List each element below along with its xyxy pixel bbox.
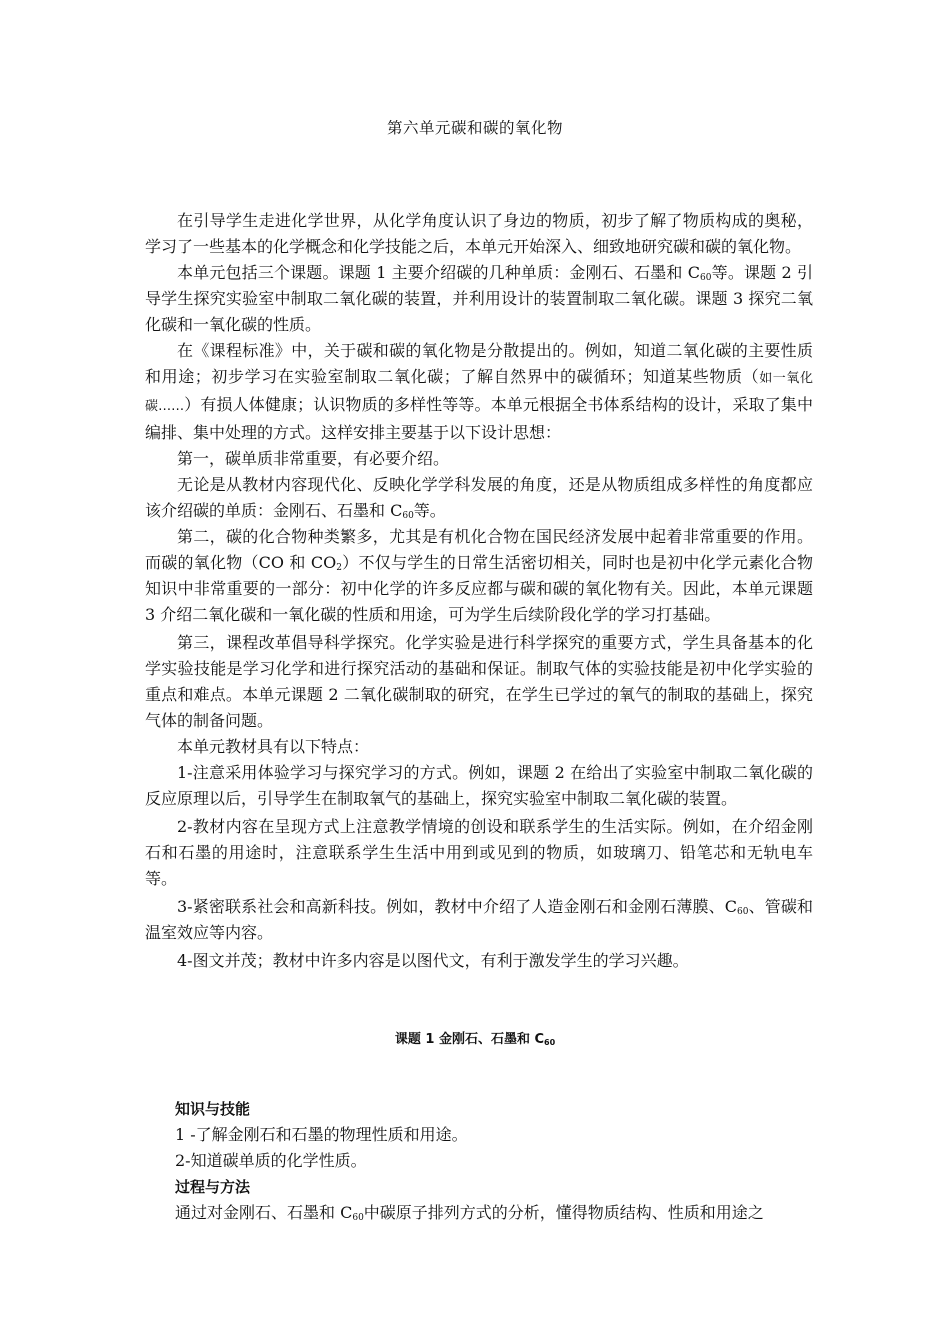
lesson-objectives (175, 1096, 815, 1226)
text: 2-教材内容在呈现方式上注意教学情境的创设和联系学生的生活实际。例如，在介绍金刚石和石墨的用途时，注意联系学生生活中用到或见到的物质，如玻璃刀、铅笔芯和无轨电车等。 (145, 817, 813, 888)
text: 1-注意采用体验学习与探究学习的方式。例如，课题 2 在给出了实验室中制取二氧化碳的反应原理以后，引导学生在制取氧气的基础上，探究实验室中制取二氧化碳的装置。 (145, 763, 813, 808)
objective-item: 2-知道碳单质的化学性质。 (175, 1151, 367, 1170)
paragraph-third (145, 630, 813, 734)
text: 在引导学生走进化学世界，从化学角度认识了身边的物质，初步了解了物质构成的奥秘，学习了一些基本的化学概念和化学技能之后，本单元开始深入、细致地研究碳和碳的氧化物。 (145, 211, 813, 256)
text: 等。 (413, 501, 446, 520)
text: 3-紧密联系社会和高新科技。例如，教材中介绍了人造金刚石和金刚石薄膜、C (177, 897, 738, 916)
text: ）有损人体健康；认识物质的多样性等等。本单元根据全书体系结构的设计，采取了集中编排、集中处理的方式。这样安排主要基于以下设计思想： (145, 395, 813, 442)
text: 中碳原子排列方式的分析，懂得物质结构、性质和用途之 (363, 1203, 764, 1222)
text: 等。课题 2 引导学生探究实验室中制取二氧化碳的装置，并利用设计的装置制取二氧化碳。课题 3 探究二氧化碳和一氧化碳的性质。 (145, 263, 813, 334)
subscript: 60 (402, 511, 414, 521)
text-small: 如一氧化碳…… (145, 371, 813, 414)
paragraph-first-detail (145, 472, 813, 524)
text: 通过对金刚石、石墨和 C (175, 1203, 353, 1222)
subscript: 60 (700, 273, 712, 283)
subscript: 60 (737, 907, 749, 917)
text: 、管碳和温室效应等内容。 (145, 897, 813, 942)
text: 本单元包括三个课题。课题 1 主要介绍碳的几种单质：金刚石、石墨和 C (177, 263, 701, 282)
text: 第二，碳的化合物种类繁多，尤其是有机化合物在国民经济发展中起着非常重要的作用。而碳的氧化物（CO 和 CO (145, 527, 813, 572)
unit-title: 第六单元碳和碳的氧化物 (386, 119, 563, 137)
paragraph-contents (145, 260, 813, 338)
feature-item-3 (145, 894, 813, 946)
unit-introduction (145, 208, 813, 974)
text: 4-图文并茂；教材中许多内容是以图代文，有利于激发学生的学习兴趣。 (177, 951, 689, 970)
heading-knowledge-skills: 知识与技能 (175, 1100, 251, 1118)
lesson-title (0, 1028, 950, 1047)
subscript: 60 (352, 1213, 364, 1223)
text: 无论是从教材内容现代化、反映化学学科发展的角度，还是从物质组成多样性的角度都应该介绍碳的单质：金刚石、石墨和 C (145, 475, 813, 520)
paragraph-standards (145, 338, 813, 446)
subscript: 60 (544, 1038, 556, 1047)
subscript: 2 (336, 563, 343, 573)
feature-item-2 (145, 814, 813, 892)
text: 本单元教材具有以下特点： (177, 737, 370, 756)
paragraph-features (145, 734, 813, 760)
text: 课题 1 金刚石、石墨和 C (394, 1032, 545, 1047)
text: 在《课程标准》中，关于碳和碳的氧化物是分散提出的。例如，知道二氧化碳的主要性质和用途；初步学习在实验室制取二氧化碳；了解自然界中的碳循环；知道某些物质（ (145, 341, 813, 386)
text: 第一，碳单质非常重要，有必要介绍。 (177, 449, 450, 468)
text: ）不仅与学生的日常生活密切相关，同时也是初中化学元素化合物知识中非常重要的一部分：初中化学的许多反应都与碳和碳的氧化物有关。因此，本单元课题 3 介绍二氧化碳和一氧化碳的性质和用途，可为学生后续阶段化学的学习打基础。 (145, 553, 813, 624)
paragraph-second (145, 524, 813, 628)
paragraph-intro (145, 208, 813, 260)
feature-item-1 (145, 760, 813, 812)
heading-process-method: 过程与方法 (175, 1178, 251, 1196)
objective-item (175, 1200, 815, 1226)
paragraph-first (145, 446, 813, 472)
feature-item-4 (145, 948, 813, 974)
objective-item: 1 -了解金刚石和石墨的物理性质和用途。 (175, 1125, 468, 1144)
text: 第三，课程改革倡导科学探究。化学实验是进行科学探究的重要方式，学生具备基本的化学实验技能是学习化学和进行探究活动的基础和保证。制取气体的实验技能是初中化学实验的重点和难点。本单元课题 2 二氧化碳制取的研究，在学生已学过的氧气的制取的基础上，探究气体的制备问题。 (145, 633, 813, 730)
